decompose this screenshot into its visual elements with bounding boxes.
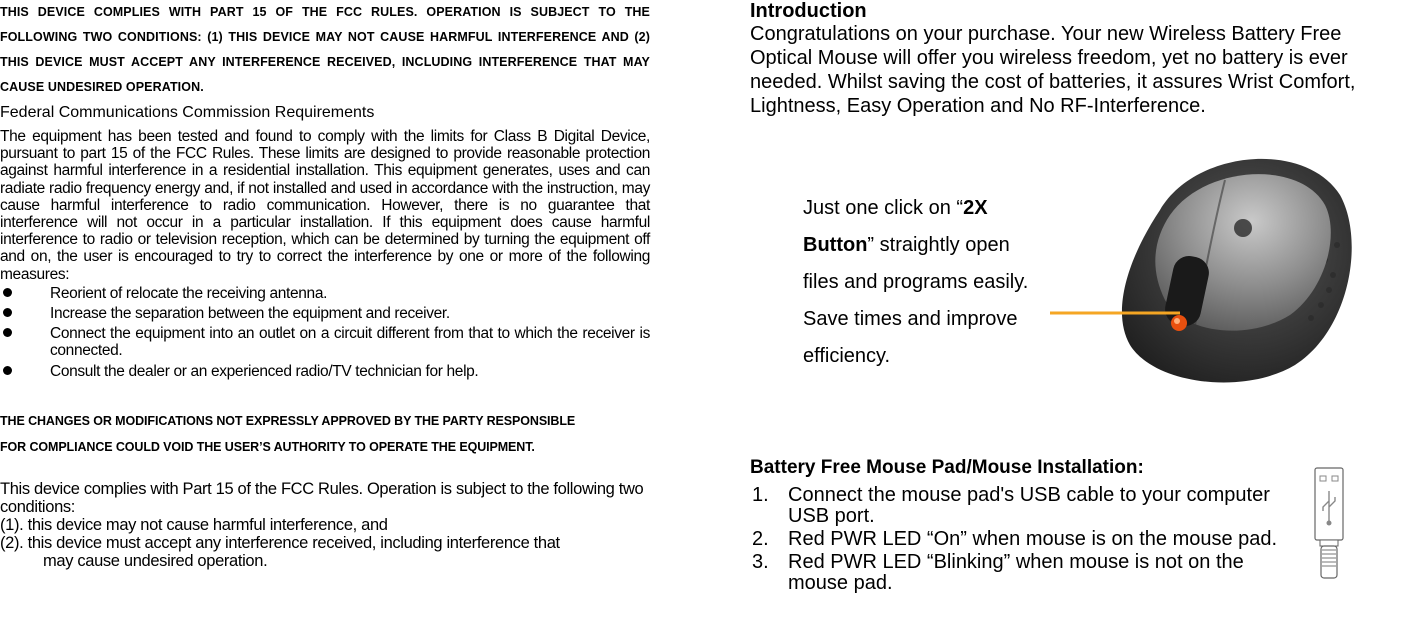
- installation-title: Battery Free Mouse Pad/Mouse Installation:: [750, 457, 1144, 478]
- fcc-requirements-body: The equipment has been tested and found to comply with the limits for Class B Digital Device, pursuant to part 15 of the FCC Rules. These limits are designed to provide reasonable protection against harmful interference in a residential installation. This equipment generates, uses and can radiate radio frequency energy and, if not installed and used in accordance with the instruction, may cause harmful interference to radio communication. However, there is no guarantee that interference will not occur in a particular installation. If this equipment does cause harmful interference to radio or television reception, which can be determined by turning the equipment off and on, the user is encouraged to try to correct the interference by one or more of the following measures:: [0, 128, 650, 283]
- list-item: [0, 325, 650, 359]
- mouse-image: [1045, 140, 1365, 390]
- intro-text: Congratulations on your purchase. Your new Wireless Battery Free Optical Mouse will offer you wireless freedom, yet no battery is ever needed. Whilst saving the cost of batteries, it assures Wrist Comfort, Lightness, Easy Operation and No RF-Interference.: [750, 23, 1356, 117]
- callout-suffix: ” straightly open files and programs easily. Save times and improve efficiency.: [803, 234, 1029, 367]
- step-number: 1.: [752, 484, 769, 506]
- list-item: [750, 529, 1300, 550]
- measure-text: Increase the separation between the equipment and receiver.: [50, 305, 450, 323]
- warning-line: THE CHANGES OR MODIFICATIONS NOT EXPRESSLY APPROVED BY THE PARTY RESPONSIBLE: [0, 413, 576, 428]
- list-item: [0, 285, 650, 302]
- installation-steps: [750, 485, 1300, 596]
- callout-bold: 2X Button: [803, 197, 988, 256]
- part15-condition-2-cont: may cause undesired operation.: [43, 551, 268, 570]
- step-text: Red PWR LED “Blinking” when mouse is not on the mouse pad.: [788, 551, 1244, 594]
- bullet-icon: [3, 366, 12, 375]
- callout-prefix: Just one click on “: [803, 197, 964, 219]
- fcc-requirements-subtitle: Federal Communications Commission Requirements: [0, 104, 375, 121]
- part15-condition-1: (1). this device may not cause harmful interference, and: [0, 515, 388, 534]
- part15-statement: [0, 480, 650, 570]
- list-item: [0, 363, 650, 380]
- bullet-icon: [3, 308, 12, 317]
- step-number: 3.: [752, 551, 769, 573]
- list-item: [750, 485, 1300, 527]
- list-item: [0, 305, 650, 322]
- intro-column: [750, 0, 1404, 118]
- warning-line: FOR COMPLIANCE COULD VOID THE USER’S AUTHORITY TO OPERATE THE EQUIPMENT.: [0, 439, 535, 454]
- part15-condition-2: (2). this device must accept any interference received, including interference that: [0, 533, 560, 552]
- step-text: Connect the mouse pad's USB cable to your computer USB port.: [788, 484, 1270, 527]
- two-x-button-callout: [803, 190, 1043, 375]
- bullet-icon: [3, 288, 12, 297]
- measure-text: Reorient of relocate the receiving antenna.: [50, 284, 328, 302]
- measure-text: Connect the equipment into an outlet on a circuit different from that to which the receiver is connected.: [50, 325, 650, 360]
- intro-title: Introduction: [750, 0, 867, 22]
- step-text: Red PWR LED “On” when mouse is on the mouse pad.: [788, 528, 1278, 550]
- fcc-column: [0, 0, 650, 570]
- usb-connector-icon: [1312, 466, 1346, 582]
- measure-text: Consult the dealer or an experienced radio/TV technician for help.: [50, 362, 479, 380]
- modification-warning: [0, 408, 650, 460]
- bullet-icon: [3, 328, 12, 337]
- fcc-compliance-heading: THIS DEVICE COMPLIES WITH PART 15 OF THE FCC RULES. OPERATION IS SUBJECT TO THE FOLLOWING TWO CONDITIONS: (1) THIS DEVICE MAY NOT CAUSE HARMFUL INTERFERENCE AND (2) THIS DEVICE MUST ACCEPT ANY INTERFERENCE RECEIVED, INCLUDING INTERFERENCE THAT MAY CAUSE UNDESIRED OPERATION.: [0, 5, 650, 94]
- list-item: [750, 552, 1300, 594]
- part15-intro: This device complies with Part 15 of the FCC Rules. Operation is subject to the following two conditions:: [0, 479, 644, 516]
- step-number: 2.: [752, 528, 769, 550]
- measures-list: [0, 285, 650, 380]
